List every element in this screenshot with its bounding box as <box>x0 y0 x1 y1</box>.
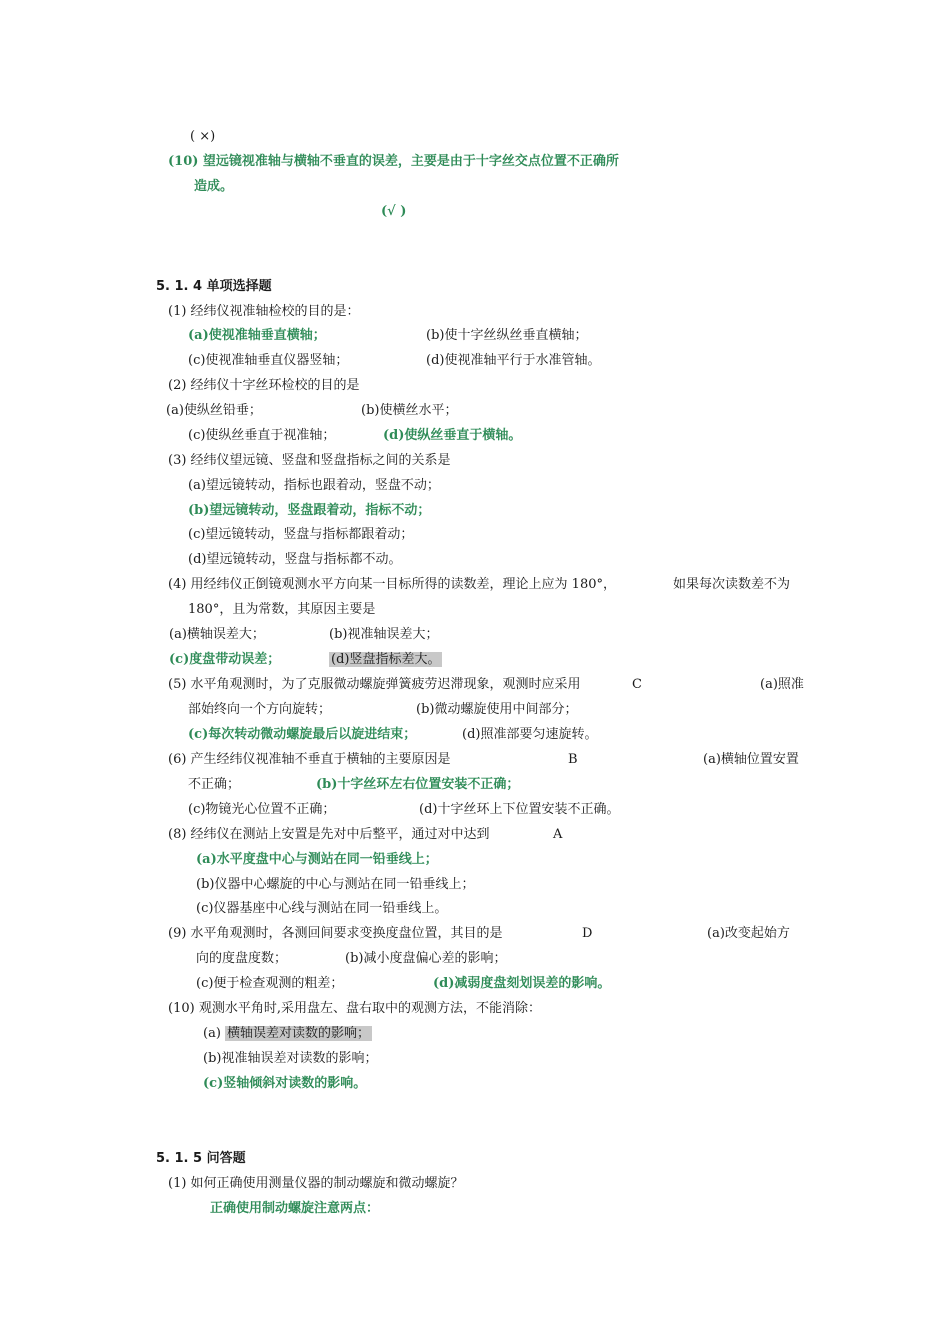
q6-option-d: (d)十字丝环上下位置安装不正确。 <box>419 802 620 817</box>
q1-option-d: (d)使视准轴平行于水准管轴。 <box>426 353 601 368</box>
qa-answer-intro: 正确使用制动螺旋注意两点： <box>210 1201 380 1216</box>
qa-question-1: (1) 如何正确使用测量仪器的制动螺旋和微动螺旋？ <box>168 1176 464 1191</box>
q2-stem: (2) 经纬仪十字丝环检校的目的是 <box>168 378 360 393</box>
q8-answer: A <box>553 827 563 842</box>
q9-stem: (9) 水平角观测时，各测回间要求变换度盘位置，其目的是 <box>168 926 503 941</box>
q10-option-a <box>203 1025 372 1043</box>
q9-option-a-head: (a)改变起始方 <box>707 926 790 941</box>
q10-option-b: (b)视准轴误差对读数的影响； <box>203 1051 378 1066</box>
q6-answer: B <box>568 752 578 767</box>
q9-option-c: (c)便于检查观测的粗差； <box>196 976 344 991</box>
q2-option-b: (b)使横丝水平； <box>361 403 458 418</box>
q9-answer: D <box>582 926 593 941</box>
q4-option-b: (b)视准轴误差大； <box>329 627 439 642</box>
q9-option-b: (b)减小度盘偏心差的影响； <box>345 951 507 966</box>
q3-option-a: (a)望远镜转动，指标也跟着动，竖盘不动； <box>188 478 440 493</box>
q1-option-a: (a)使视准轴垂直横轴； <box>188 328 326 343</box>
q4-option-a: (a)横轴误差大； <box>169 627 265 642</box>
q4-option-d-prefix: (d) <box>331 652 350 667</box>
section-heading-single-choice: 5. 1. 4 单项选择题 <box>156 279 272 294</box>
q3-stem: (3) 经纬仪望远镜、竖盘和竖盘指标之间的关系是 <box>168 453 451 468</box>
q8-option-b: (b)仪器中心螺旋的中心与测站在同一铅垂线上； <box>196 877 475 892</box>
q8-option-c: (c)仪器基座中心线与测站在同一铅垂线上。 <box>196 901 448 916</box>
q5-option-a-head: (a)照准 <box>760 677 804 692</box>
q4-option-d-text: 竖盘指标差大。 <box>349 652 441 667</box>
judgement-mark-cross: ( ×) <box>190 129 216 144</box>
q5-stem: (5) 水平角观测时，为了克服微动螺旋弹簧疲劳迟滞现象，观测时应采用 <box>168 677 581 692</box>
q4-stem-line1-tail: 如果每次读数差不为 <box>673 577 791 592</box>
q8-option-a: (a)水平度盘中心与测站在同一铅垂线上； <box>196 852 438 867</box>
q6-option-b: (b)十字丝环左右位置安装不正确； <box>316 777 520 792</box>
q5-option-c: (c)每次转动微动螺旋最后以旋进结束； <box>188 727 417 742</box>
q5-option-d: (d)照准部要匀速旋转。 <box>462 727 598 742</box>
q1-option-c: (c)使视准轴垂直仪器竖轴； <box>188 353 349 368</box>
q6-option-a-head: (a)横轴位置安置 <box>703 752 799 767</box>
q1-stem: (1) 经纬仪视准轴检校的目的是： <box>168 304 360 319</box>
q4-option-d <box>329 651 442 669</box>
q6-option-c: (c)物镜光心位置不正确； <box>188 802 336 817</box>
q9-option-a-tail: 向的度盘度数； <box>196 951 288 966</box>
q4-option-c: (c)度盘带动误差； <box>169 652 281 667</box>
q5-option-a-tail: 部始终向一个方向旋转； <box>188 702 332 717</box>
q4-option-d-highlight <box>329 652 442 667</box>
q10-option-c: (c)竖轴倾斜对读数的影响。 <box>203 1076 367 1091</box>
q4-stem-line2: 180°，且为常数，其原因主要是 <box>188 602 376 617</box>
q10-option-a-text: 横轴误差对读数的影响； <box>227 1026 371 1041</box>
q8-stem: (8) 经纬仪在测站上安置是先对中后整平，通过对中达到 <box>168 827 490 842</box>
q6-option-a-tail: 不正确； <box>188 777 241 792</box>
judgement-10-line1: (10) 望远镜视准轴与横轴不垂直的误差，主要是由于十字丝交点位置不正确所 <box>168 154 619 169</box>
q5-answer: C <box>632 677 642 692</box>
q3-option-d: (d)望远镜转动，竖盘与指标都不动。 <box>188 552 402 567</box>
q10-option-a-prefix: (a) <box>203 1026 221 1041</box>
q1-option-b: (b)使十字丝纵丝垂直横轴； <box>426 328 588 343</box>
q2-option-c: (c)使纵丝垂直于视准轴； <box>188 428 336 443</box>
q4-stem-line1: (4) 用经纬仪正倒镜观测水平方向某一目标所得的读数差，理论上应为 180°， <box>168 577 616 592</box>
q6-stem: (6) 产生经纬仪视准轴不垂直于横轴的主要原因是 <box>168 752 451 767</box>
judgement-10-line2: 造成。 <box>194 179 234 194</box>
q9-option-d: (d)减弱度盘刻划误差的影响。 <box>433 976 611 991</box>
q10-stem: (10) 观测水平角时,采用盘左、盘右取中的观测方法，不能消除： <box>168 1001 541 1016</box>
q3-option-b: (b)望远镜转动，竖盘跟着动，指标不动； <box>188 503 431 518</box>
section-heading-qa: 5. 1. 5 问答题 <box>156 1151 246 1166</box>
q5-option-b: (b)微动螺旋使用中间部分； <box>416 702 578 717</box>
q3-option-c: (c)望远镜转动，竖盘与指标都跟着动； <box>188 527 414 542</box>
q2-option-d: (d)使纵丝垂直于横轴。 <box>383 428 522 443</box>
judgement-10-answer: (√ ) <box>381 204 407 219</box>
q2-option-a: (a)使纵丝铅垂； <box>166 403 262 418</box>
